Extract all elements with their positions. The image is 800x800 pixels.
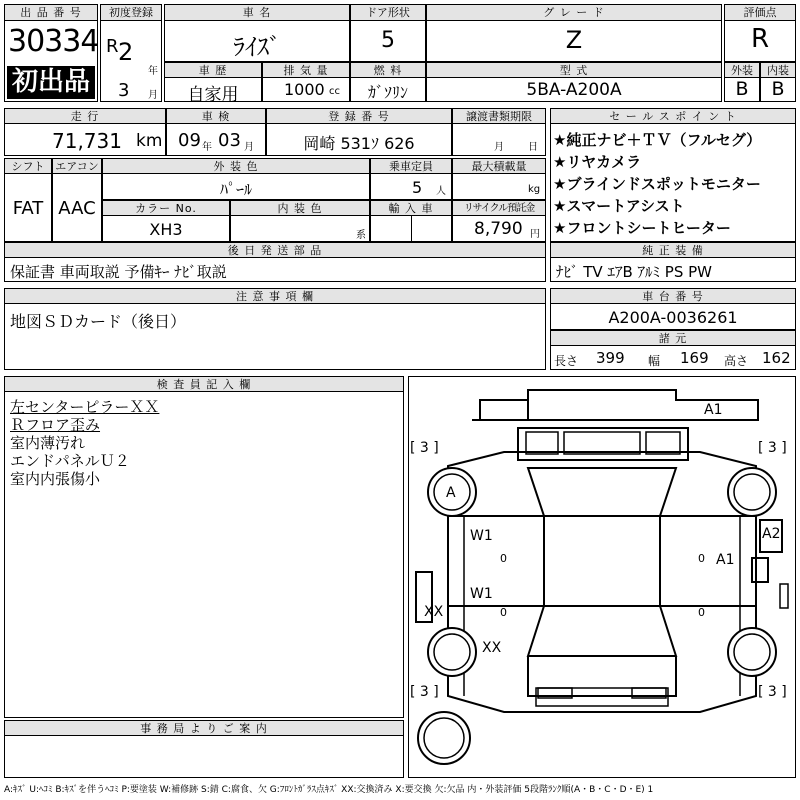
interior-grade-label: 内装 bbox=[760, 62, 796, 78]
history-label: 車 歴 bbox=[164, 62, 262, 78]
height-label: 高さ bbox=[724, 354, 749, 368]
score-label: 評価点 bbox=[724, 4, 796, 21]
sales-point: ★ブラインドスポットモニター bbox=[553, 175, 761, 193]
plate-number: 岡崎 531ｿ 626 bbox=[303, 134, 415, 153]
lot-number-label: 出 品 番 号 bbox=[4, 4, 98, 21]
transfer-month-unit: 月 bbox=[494, 142, 504, 153]
mark-a1-right: A1 bbox=[716, 552, 735, 568]
exterior-grade: B bbox=[735, 78, 749, 100]
mark-zero: 0 bbox=[500, 606, 507, 619]
load-label: 最大積載量 bbox=[452, 158, 546, 174]
import-label: 輸 入 車 bbox=[370, 200, 452, 216]
color-no: XH3 bbox=[149, 220, 183, 239]
mileage-label: 走 行 bbox=[4, 108, 166, 124]
model-code: 5BA-A200A bbox=[526, 80, 622, 100]
shift: FAT bbox=[12, 198, 44, 219]
mark-w1-lower: W1 bbox=[470, 586, 493, 602]
inspector-line: 室内薄汚れ bbox=[10, 434, 86, 452]
first-registration-month: 3 bbox=[118, 80, 130, 101]
color-label: 外 装 色 bbox=[102, 158, 370, 174]
first-listing-badge: 初出品 bbox=[7, 66, 95, 99]
door-label: ドア形状 bbox=[350, 4, 426, 21]
tire-rr: [ 3 ] bbox=[758, 684, 787, 700]
inspection-year-unit: 年 bbox=[202, 142, 212, 153]
exterior-color: ﾊﾟｰﾙ bbox=[219, 180, 252, 199]
displacement-label: 排 気 量 bbox=[262, 62, 350, 78]
mileage-unit: km bbox=[136, 131, 163, 151]
displacement-unit: cc bbox=[329, 86, 340, 97]
import-divider bbox=[411, 216, 412, 242]
score: R bbox=[750, 24, 770, 54]
inspector-line: エンドパネルＵ２ bbox=[10, 452, 130, 470]
width: 169 bbox=[680, 349, 709, 367]
exterior-grade-label: 外装 bbox=[724, 62, 760, 78]
mark-a2: A2 bbox=[762, 526, 781, 542]
shift-label: シフト bbox=[4, 158, 52, 174]
interior-grade: B bbox=[771, 78, 785, 100]
model-label: 型 式 bbox=[426, 62, 722, 78]
tire-fl: [ 3 ] bbox=[410, 440, 439, 456]
equipment: ﾅﾋﾞ TV ｴｱB ｱﾙﾐ PS PW bbox=[556, 263, 712, 281]
notes-text: 地図ＳＤカード（後日） bbox=[10, 312, 187, 331]
transfer-label: 譲渡書類期限 bbox=[452, 108, 546, 124]
transfer-day-unit: 日 bbox=[528, 142, 538, 153]
car-name: ﾗｲｽﾞ bbox=[233, 33, 281, 61]
inspection-month: 03 bbox=[218, 130, 241, 151]
mark-a-front-left: A bbox=[446, 485, 456, 501]
dimensions-label: 諸 元 bbox=[550, 330, 796, 346]
car-name-label: 車 名 bbox=[164, 4, 350, 21]
length: 399 bbox=[596, 349, 625, 367]
inspector-line: 室内内張傷小 bbox=[10, 470, 101, 488]
grade: Z bbox=[565, 26, 583, 54]
recycle-amount: 8,790 bbox=[474, 219, 523, 239]
sales-point: ★スマートアシスト bbox=[553, 197, 685, 215]
office-label: 事 務 局 よ り ご 案 内 bbox=[4, 720, 404, 736]
sales-point: ★純正ナビ＋ＴＶ（フルセグ） bbox=[553, 131, 762, 149]
interior-color-label: 内 装 色 bbox=[230, 200, 370, 216]
recycle-unit: 円 bbox=[530, 229, 540, 240]
sales-point: ★リヤカメラ bbox=[553, 153, 642, 171]
mark-a1-top: A1 bbox=[704, 402, 723, 418]
tire-fr: [ 3 ] bbox=[758, 440, 787, 456]
inspection-label: 車 検 bbox=[166, 108, 266, 124]
fuel-label: 燃 料 bbox=[350, 62, 426, 78]
chassis-number: A200A-0036261 bbox=[608, 308, 738, 327]
interior-color-unit: 系 bbox=[356, 230, 366, 241]
recycle-label: リサイクル預託金 bbox=[452, 200, 546, 216]
height: 162 bbox=[762, 349, 791, 367]
inspector-line: 左センターピラーＸＸ bbox=[10, 398, 160, 416]
first-registration-label: 初度登録 bbox=[100, 4, 162, 21]
displacement: 1000 bbox=[284, 80, 325, 99]
inspector-line: Ｒフロア歪み bbox=[10, 416, 101, 434]
tire-rl: [ 3 ] bbox=[410, 684, 439, 700]
load-unit: kg bbox=[528, 184, 541, 195]
capacity: 5 bbox=[412, 178, 423, 197]
ac: AAC bbox=[58, 198, 96, 219]
mark-zero: 0 bbox=[698, 552, 705, 565]
legend: A:ｷｽﾞ U:ﾍｺﾐ B:ｷｽﾞを伴うﾍｺﾐ P:要塗装 W:補修跡 S:錆 C:腐食、欠 G:ﾌﾛﾝﾄｶﾞﾗｽ点ｷｽﾞ XX:交換済み X:要交換 欠:欠品 内・外装評価 5段階ﾗﾝｸ順(A・B・C・D・E) 1 bbox=[4, 785, 654, 795]
capacity-unit: 人 bbox=[436, 186, 446, 197]
mark-w1-upper: W1 bbox=[470, 528, 493, 544]
length-label: 長さ bbox=[554, 354, 579, 368]
width-label: 幅 bbox=[648, 354, 661, 368]
mark-xx-rear: XX bbox=[482, 640, 502, 656]
ac-label: エアコン bbox=[52, 158, 102, 174]
era-letter: R bbox=[106, 36, 119, 57]
inspector-label: 検 査 員 記 入 欄 bbox=[4, 376, 404, 392]
history: 自家用 bbox=[187, 85, 239, 105]
car-diagram bbox=[408, 376, 796, 778]
year-unit: 年 bbox=[148, 66, 158, 77]
mark-zero: 0 bbox=[500, 552, 507, 565]
equipment-label: 純 正 装 備 bbox=[550, 242, 796, 258]
era-year: 2 bbox=[118, 38, 134, 66]
later-parts: 保証書 車両取説 予備ｷｰ ﾅﾋﾞ取説 bbox=[10, 263, 227, 281]
lot-number: 30334 bbox=[8, 24, 99, 59]
mark-xx-left: XX bbox=[424, 604, 444, 620]
notes-label: 注 意 事 項 欄 bbox=[4, 288, 546, 304]
later-parts-label: 後 日 発 送 部 品 bbox=[4, 242, 546, 258]
sales-points-label: セ ー ル ス ポ イ ン ト bbox=[550, 108, 796, 124]
month-unit: 月 bbox=[148, 90, 158, 101]
mileage: 71,731 bbox=[52, 129, 122, 153]
capacity-label: 乗車定員 bbox=[370, 158, 452, 174]
plate-label: 登 録 番 号 bbox=[266, 108, 452, 124]
inspection-month-unit: 月 bbox=[244, 142, 254, 153]
mark-zero: 0 bbox=[698, 606, 705, 619]
inspection-year: 09 bbox=[178, 130, 201, 151]
sales-point: ★フロントシートヒーター bbox=[553, 219, 731, 237]
fuel: ｶﾞｿﾘﾝ bbox=[367, 83, 408, 102]
color-no-label: カラー No. bbox=[102, 200, 230, 216]
chassis-label: 車 台 番 号 bbox=[550, 288, 796, 304]
grade-label: グ レ ー ド bbox=[426, 4, 722, 21]
door-count: 5 bbox=[381, 28, 395, 53]
